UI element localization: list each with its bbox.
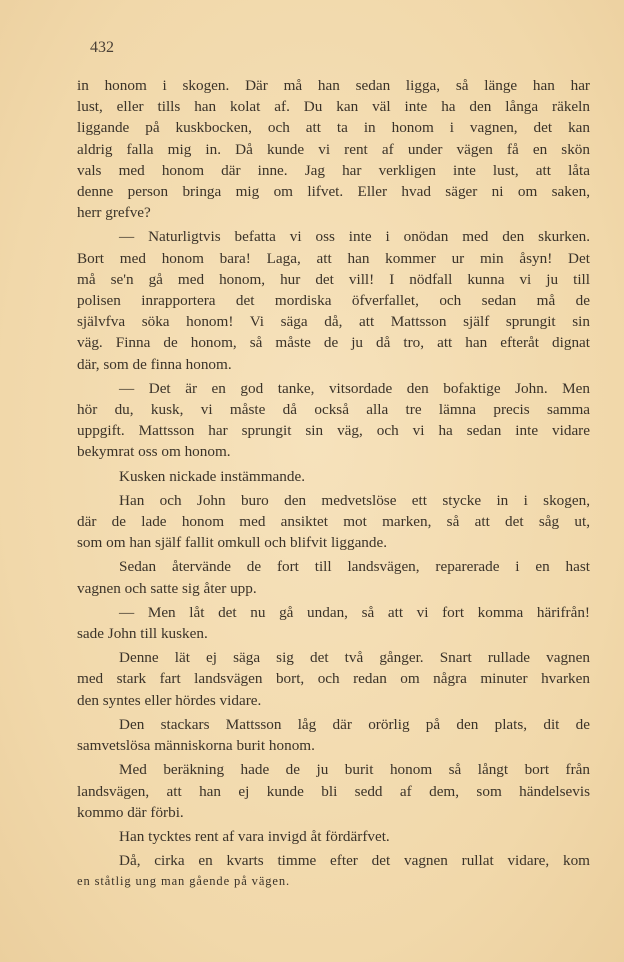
text-line: Denne lät ej säga sig det två gånger. Snart rullade vagnen	[119, 649, 590, 667]
text-line: vals med honom där inne. Jag har verkligen inte lust, att låta	[77, 161, 590, 179]
text-line: som om han själf fallit omkull och blifvit liggande.	[77, 534, 388, 552]
text-line: herr grefve?	[77, 204, 151, 222]
text-line: polisen inrapportera det mordiska öfverfallet, och sedan må de	[77, 292, 590, 310]
text-line: liggande på kuskbocken, och att ta in honom i vagnen, det kan	[77, 119, 590, 137]
text-line: sade John till kusken.	[77, 625, 208, 643]
text-line: vagnen och satte sig åter upp.	[77, 579, 257, 597]
paragraph	[77, 647, 590, 711]
text-line: en ståtlig ung man gående på vägen.	[77, 874, 291, 889]
text-line: självfva söka honom! Vi säga då, att Mattsson själf sprungit sin	[77, 313, 590, 331]
text-line: Sedan återvände de fort till landsvägen, reparerade i en hast	[119, 558, 590, 576]
text-line: må se'n gå med honom, hur det vill! I nödfall kunna vi ju till	[77, 270, 590, 288]
text-line: samvetslösa människorna burit honom.	[77, 737, 315, 755]
paragraph	[77, 826, 590, 847]
text-line: uppgift. Mattsson har sprungit sin väg, och vi ha sedan inte vidare	[77, 422, 590, 440]
text-line: Han tycktes rent af vara invigd åt fördärfvet.	[119, 827, 390, 845]
paragraph	[77, 759, 590, 823]
page-number: 432	[90, 39, 114, 56]
text-line: in honom i skogen. Där må han sedan ligga, så länge han har	[77, 77, 590, 94]
text-line: — Naturligtvis befatta vi oss inte i onödan med den skurken.	[119, 228, 590, 246]
text-line: där de lade honom med ansiktet mot marken, så att det såg ut,	[77, 513, 590, 531]
text-line: där, som de finna honom.	[77, 355, 232, 373]
text-line: Med beräkning hade de ju burit honom så långt bort från	[119, 761, 590, 779]
text-line: Kusken nickade instämmande.	[119, 467, 305, 485]
paragraph	[77, 226, 590, 374]
text-line: kommo där förbi.	[77, 803, 184, 821]
text-line: Han och John buro den medvetslöse ett stycke in i skogen,	[119, 491, 590, 509]
text-line: — Men låt det nu gå undan, så att vi fort komma härifrån!	[119, 603, 590, 621]
paragraph	[77, 556, 590, 598]
text-line: bekymrat oss om honom.	[77, 443, 231, 461]
text-line: — Det är en god tanke, vitsordade den bofaktige John. Men	[119, 379, 590, 397]
paragraph	[77, 490, 590, 554]
paragraph	[77, 714, 590, 756]
page-body	[77, 75, 590, 893]
paragraph	[77, 75, 590, 223]
text-line: denne person bringa mig om lifvet. Eller hvad säger ni om saken,	[77, 183, 590, 201]
text-line: hör du, kusk, vi måste då också alla tre lämna precis samma	[77, 401, 590, 419]
text-line: med stark fart landsvägen bort, och redan om några minuter hvarken	[77, 670, 590, 688]
text-line: Då, cirka en kvarts timme efter det vagnen rullat vidare, kom	[119, 852, 590, 870]
paragraph	[77, 602, 590, 644]
text-line: Bort med honom bara! Laga, att han kommer ur min åsyn! Det	[77, 249, 590, 267]
text-line: lust, eller tills han kolat af. Du kan väl inte ha den långa räkeln	[77, 98, 590, 116]
paragraph	[77, 850, 590, 892]
text-line: väg. Finna de honom, så måste de ju då tro, att han efteråt dignat	[77, 334, 590, 352]
text-line: landsvägen, att han ej kunde bli sedd af dem, som händelsevis	[77, 782, 590, 800]
text-line: den syntes eller hördes vidare.	[77, 691, 262, 709]
paragraph	[77, 466, 590, 487]
text-line: Den stackars Mattsson låg där orörlig på den plats, dit de	[119, 715, 590, 733]
paragraph	[77, 378, 590, 463]
text-line: aldrig falla mig in. Då kunde vi rent af under vägen få en skön	[77, 140, 590, 158]
